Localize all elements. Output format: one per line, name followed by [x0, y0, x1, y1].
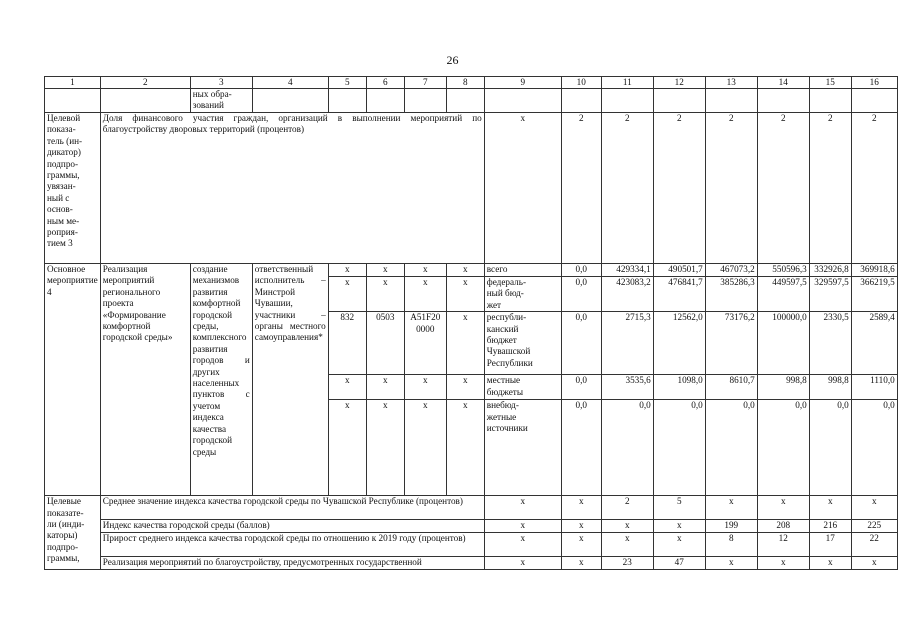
table-cell	[100, 89, 190, 113]
table-cell	[484, 89, 561, 113]
target-value: 2	[809, 113, 851, 264]
table-cell	[404, 89, 446, 113]
target-value: х	[561, 520, 601, 533]
budget-code: 0503	[366, 312, 404, 375]
target-value: х	[809, 557, 851, 570]
budget-code: х	[366, 264, 404, 277]
column-number-7: 7	[404, 77, 446, 89]
funding-value: 329597,5	[809, 277, 851, 312]
column-number-11: 11	[601, 77, 653, 89]
funding-value: 332926,8	[809, 264, 851, 277]
budget-code: х	[404, 375, 446, 400]
funding-source: республи- канский бюджет Чувашской Республики	[484, 312, 561, 375]
column-number-10: 10	[561, 77, 601, 89]
table-cell	[705, 89, 757, 113]
target-indicators-label: Целевые показате- ли (инди- каторы) подпро- граммы,	[45, 496, 101, 570]
target-value: 5	[653, 496, 705, 520]
budget-code: х	[366, 277, 404, 312]
funding-value: 2330,5	[809, 312, 851, 375]
funding-value: 385286,3	[705, 277, 757, 312]
column-number-5: 5	[328, 77, 366, 89]
target-indicator-row	[45, 557, 898, 570]
funding-source: всего	[484, 264, 561, 277]
column-number-row	[45, 77, 898, 89]
table-cell	[328, 89, 366, 113]
target-value: 199	[705, 520, 757, 533]
funding-value: 3535,6	[601, 375, 653, 400]
funding-value: 366219,5	[851, 277, 897, 312]
funding-value: 12562,0	[653, 312, 705, 375]
funding-value: 449597,5	[757, 277, 809, 312]
funding-value: 0,0	[601, 400, 653, 496]
funding-value: 998,8	[809, 375, 851, 400]
column-number-4: 4	[252, 77, 328, 89]
funding-value: 73176,2	[705, 312, 757, 375]
budget-code: х	[446, 277, 484, 312]
table-cell	[561, 89, 601, 113]
funding-value: 0,0	[809, 400, 851, 496]
funding-value: 0,0	[705, 400, 757, 496]
table-cell	[601, 89, 653, 113]
table-cell	[809, 89, 851, 113]
target-value: 2	[705, 113, 757, 264]
target-value: х	[851, 557, 897, 570]
funding-value: 100000,0	[757, 312, 809, 375]
funding-value: 476841,7	[653, 277, 705, 312]
funding-value: 490501,7	[653, 264, 705, 277]
funding-value: 550596,3	[757, 264, 809, 277]
target-value: 208	[757, 520, 809, 533]
target-value: 17	[809, 533, 851, 557]
target-value: 225	[851, 520, 897, 533]
table-cell	[446, 89, 484, 113]
funding-value: 0,0	[561, 312, 601, 375]
target-value: х	[705, 496, 757, 520]
column-number-1: 1	[45, 77, 101, 89]
measure-goal: создание механизмов развития комфортной городской среды, комплексного развития городов и других населенных пунктов с учетом индекса качества городской среды	[190, 264, 252, 496]
budget-code: х	[446, 375, 484, 400]
target-value: 23	[601, 557, 653, 570]
target-value: 2	[601, 496, 653, 520]
target-indicator-label: Целевой показа- тель (ин- дикатор) подпро- граммы, увязан- ный с основ- ным ме- роприя- тием 3	[45, 113, 101, 264]
funding-source: федераль- ный бюд- жет	[484, 277, 561, 312]
target-value: х	[484, 496, 561, 520]
measure-label: Основное мероприятие 4	[45, 264, 101, 496]
budget-code: х	[404, 277, 446, 312]
column-number-15: 15	[809, 77, 851, 89]
budget-code: х	[328, 400, 366, 496]
target-value: 216	[809, 520, 851, 533]
measure-name: Реализация мероприятий регионального проекта «Формирование комфортной городской среды»	[100, 264, 190, 496]
funding-value: 0,0	[561, 264, 601, 277]
target-value: х	[757, 557, 809, 570]
target-value: 22	[851, 533, 897, 557]
budget-code: х	[328, 375, 366, 400]
funding-value: 423083,2	[601, 277, 653, 312]
target-value: 2	[561, 113, 601, 264]
budget-code: х	[446, 264, 484, 277]
target-value: 2	[757, 113, 809, 264]
column-number-13: 13	[705, 77, 757, 89]
column-number-3: 3	[190, 77, 252, 89]
funding-value: 467073,2	[705, 264, 757, 277]
budget-code: х	[446, 312, 484, 375]
target-indicator-row	[45, 520, 898, 533]
column-number-16: 16	[851, 77, 897, 89]
budget-code: х	[328, 264, 366, 277]
measure-executor: ответственный исполнитель – Минстрой Чувашии, участники – органы местного самоуправления*	[252, 264, 328, 496]
target-indicator-text: Индекс качества городской среды (баллов)	[100, 520, 484, 533]
target-value: х	[653, 520, 705, 533]
target-indicator-row	[45, 113, 898, 264]
funding-value: 998,8	[757, 375, 809, 400]
target-indicator-text: Реализация мероприятий по благоустройству, предусмотренных государственной	[100, 557, 484, 570]
budget-code: х	[404, 400, 446, 496]
funding-value: 8610,7	[705, 375, 757, 400]
target-value: х	[561, 533, 601, 557]
target-indicator-text: Среднее значение индекса качества городской среды по Чувашской Республике (процентов)	[100, 496, 484, 520]
column-number-9: 9	[484, 77, 561, 89]
target-value: х	[851, 496, 897, 520]
target-value: х	[653, 533, 705, 557]
table-cell	[757, 89, 809, 113]
table-cell	[45, 89, 101, 113]
target-value: х	[601, 520, 653, 533]
budget-code: х	[446, 400, 484, 496]
funding-value: 0,0	[653, 400, 705, 496]
table-cell	[366, 89, 404, 113]
funding-value: 2715,3	[601, 312, 653, 375]
funding-value: 1110,0	[851, 375, 897, 400]
program-table	[44, 76, 898, 570]
funding-value: 0,0	[561, 277, 601, 312]
funding-source: местные бюджеты	[484, 375, 561, 400]
budget-code: х	[328, 277, 366, 312]
target-value: х	[484, 557, 561, 570]
budget-code: х	[366, 375, 404, 400]
target-value: х	[561, 496, 601, 520]
target-value: 2	[851, 113, 897, 264]
target-value: 47	[653, 557, 705, 570]
funding-value: 429334,1	[601, 264, 653, 277]
target-value: х	[809, 496, 851, 520]
target-value: 8	[705, 533, 757, 557]
column-number-2: 2	[100, 77, 190, 89]
continuation-row	[45, 89, 898, 113]
budget-code: х	[366, 400, 404, 496]
target-value: 2	[601, 113, 653, 264]
target-value: 2	[653, 113, 705, 264]
funding-value: 0,0	[561, 375, 601, 400]
target-value: х	[484, 113, 561, 264]
budget-code: х	[404, 264, 446, 277]
target-value: х	[561, 557, 601, 570]
funding-value: 0,0	[757, 400, 809, 496]
target-value: х	[705, 557, 757, 570]
target-indicator-row	[45, 533, 898, 557]
target-value: х	[601, 533, 653, 557]
target-value: 12	[757, 533, 809, 557]
table-cell	[252, 89, 328, 113]
column-number-14: 14	[757, 77, 809, 89]
funding-row	[45, 264, 898, 277]
target-indicator-row	[45, 496, 898, 520]
column-number-8: 8	[446, 77, 484, 89]
funding-value: 2589,4	[851, 312, 897, 375]
goal-continuation: ных обра- зований	[190, 89, 252, 113]
column-number-12: 12	[653, 77, 705, 89]
funding-value: 369918,6	[851, 264, 897, 277]
funding-value: 0,0	[561, 400, 601, 496]
target-indicator-text: Доля финансового участия граждан, организаций в выполнении мероприятий по благоустройству дворовых территорий (процентов)	[100, 113, 484, 264]
table-cell	[851, 89, 897, 113]
funding-value: 0,0	[851, 400, 897, 496]
target-value: х	[484, 533, 561, 557]
target-value: х	[484, 520, 561, 533]
budget-code: A51F20 0000	[404, 312, 446, 375]
budget-code: 832	[328, 312, 366, 375]
table-cell	[653, 89, 705, 113]
target-indicator-text: Прирост среднего индекса качества городской среды по отношению к 2019 году (процентов)	[100, 533, 484, 557]
funding-source: внебюд- жетные источники	[484, 400, 561, 496]
target-value: х	[757, 496, 809, 520]
page-number: 26	[446, 53, 459, 67]
funding-value: 1098,0	[653, 375, 705, 400]
column-number-6: 6	[366, 77, 404, 89]
